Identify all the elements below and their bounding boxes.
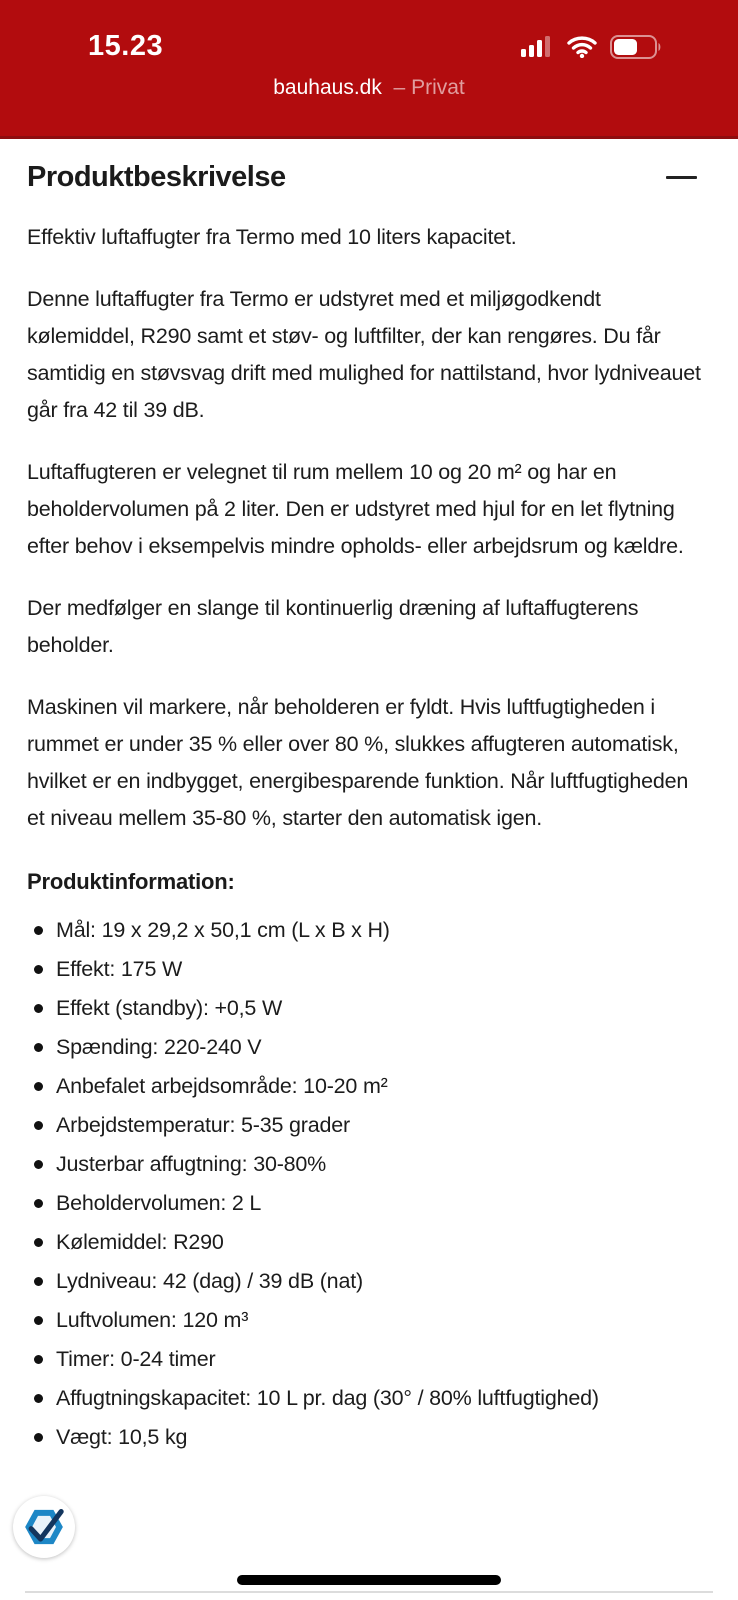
collapse-minus-icon[interactable] — [666, 176, 697, 179]
battery-icon — [610, 35, 662, 59]
list-item: Kølemiddel: R290 — [27, 1223, 711, 1262]
status-time: 15.23 — [88, 30, 164, 62]
bottom-divider — [25, 1591, 713, 1593]
description-paragraph: Denne luftaffugter fra Termo er udstyret med et miljøgodkendt kølemiddel, R290 samt et støv- og luftfilter, der kan rengøres. Du får samtidig en støvsvag drift med mulighed for nattilstand, hvor lydniveauet går fra 42 til 39 dB. — [27, 287, 701, 422]
list-item: Spænding: 220-240 V — [27, 1028, 711, 1067]
list-item: Vægt: 10,5 kg — [27, 1418, 711, 1457]
wifi-icon — [567, 36, 597, 58]
list-item: Affugtningskapacitet: 10 L pr. dag (30° / 80% luftfugtighed) — [27, 1379, 711, 1418]
list-item: Arbejdstemperatur: 5-35 grader — [27, 1106, 711, 1145]
private-mode-label: Privat — [411, 76, 465, 99]
status-bar — [0, 0, 738, 61]
product-description-section — [27, 139, 711, 1457]
list-item: Luftvolumen: 120 m³ — [27, 1301, 711, 1340]
url-bar[interactable] — [0, 77, 738, 98]
list-item: Anbefalet arbejdsområde: 10-20 m² — [27, 1067, 711, 1106]
status-icons — [521, 35, 662, 59]
url-domain: bauhaus.dk — [273, 76, 382, 99]
list-item: Mål: 19 x 29,2 x 50,1 cm (L x B x H) — [27, 911, 711, 950]
list-item: Lydniveau: 42 (dag) / 39 dB (nat) — [27, 1262, 711, 1301]
description-paragraph: Der medfølger en slange til kontinuerlig dræning af luftaffugterens beholder. — [27, 596, 639, 657]
description-paragraph: Effektiv luftaffugter fra Termo med 10 liters kapacitet. — [27, 225, 517, 249]
product-info-list — [27, 911, 711, 1457]
list-item: Timer: 0-24 timer — [27, 1340, 711, 1379]
list-item: Beholdervolumen: 2 L — [27, 1184, 711, 1223]
accordion-header[interactable] — [27, 161, 711, 194]
home-indicator[interactable] — [237, 1575, 501, 1585]
product-info-heading: Produktinformation: — [27, 869, 235, 894]
description-paragraph: Maskinen vil markere, når beholderen er fyldt. Hvis luftfugtigheden i rummet er under 35 % eller over 80 %, slukkes affugteren automatisk, hvilket er en indbygget, energibesparende funktion. Når luftfugtigheden et niveau mellem 35-80 %, starter den automatisk igen. — [27, 695, 689, 830]
page-title: Produktbeskrivelse — [27, 161, 286, 193]
list-item: Justerbar affugtning: 30-80% — [27, 1145, 711, 1184]
url-separator-dash: – — [393, 76, 406, 99]
cellular-signal-icon — [521, 36, 554, 58]
list-item: Effekt (standby): +0,5 W — [27, 989, 711, 1028]
checkmark-trust-badge-icon — [20, 1503, 68, 1551]
browser-header — [0, 0, 738, 139]
list-item: Effekt: 175 W — [27, 950, 711, 989]
description-paragraph: Luftaffugteren er velegnet til rum mellem 10 og 20 m² og har en beholdervolumen på 2 liter. Den er udstyret med hjul for en let flytning efter behov i eksempelvis mindre opholds- eller arbejdsrum og kældre. — [27, 460, 684, 558]
trustmark-widget[interactable] — [13, 1496, 75, 1558]
